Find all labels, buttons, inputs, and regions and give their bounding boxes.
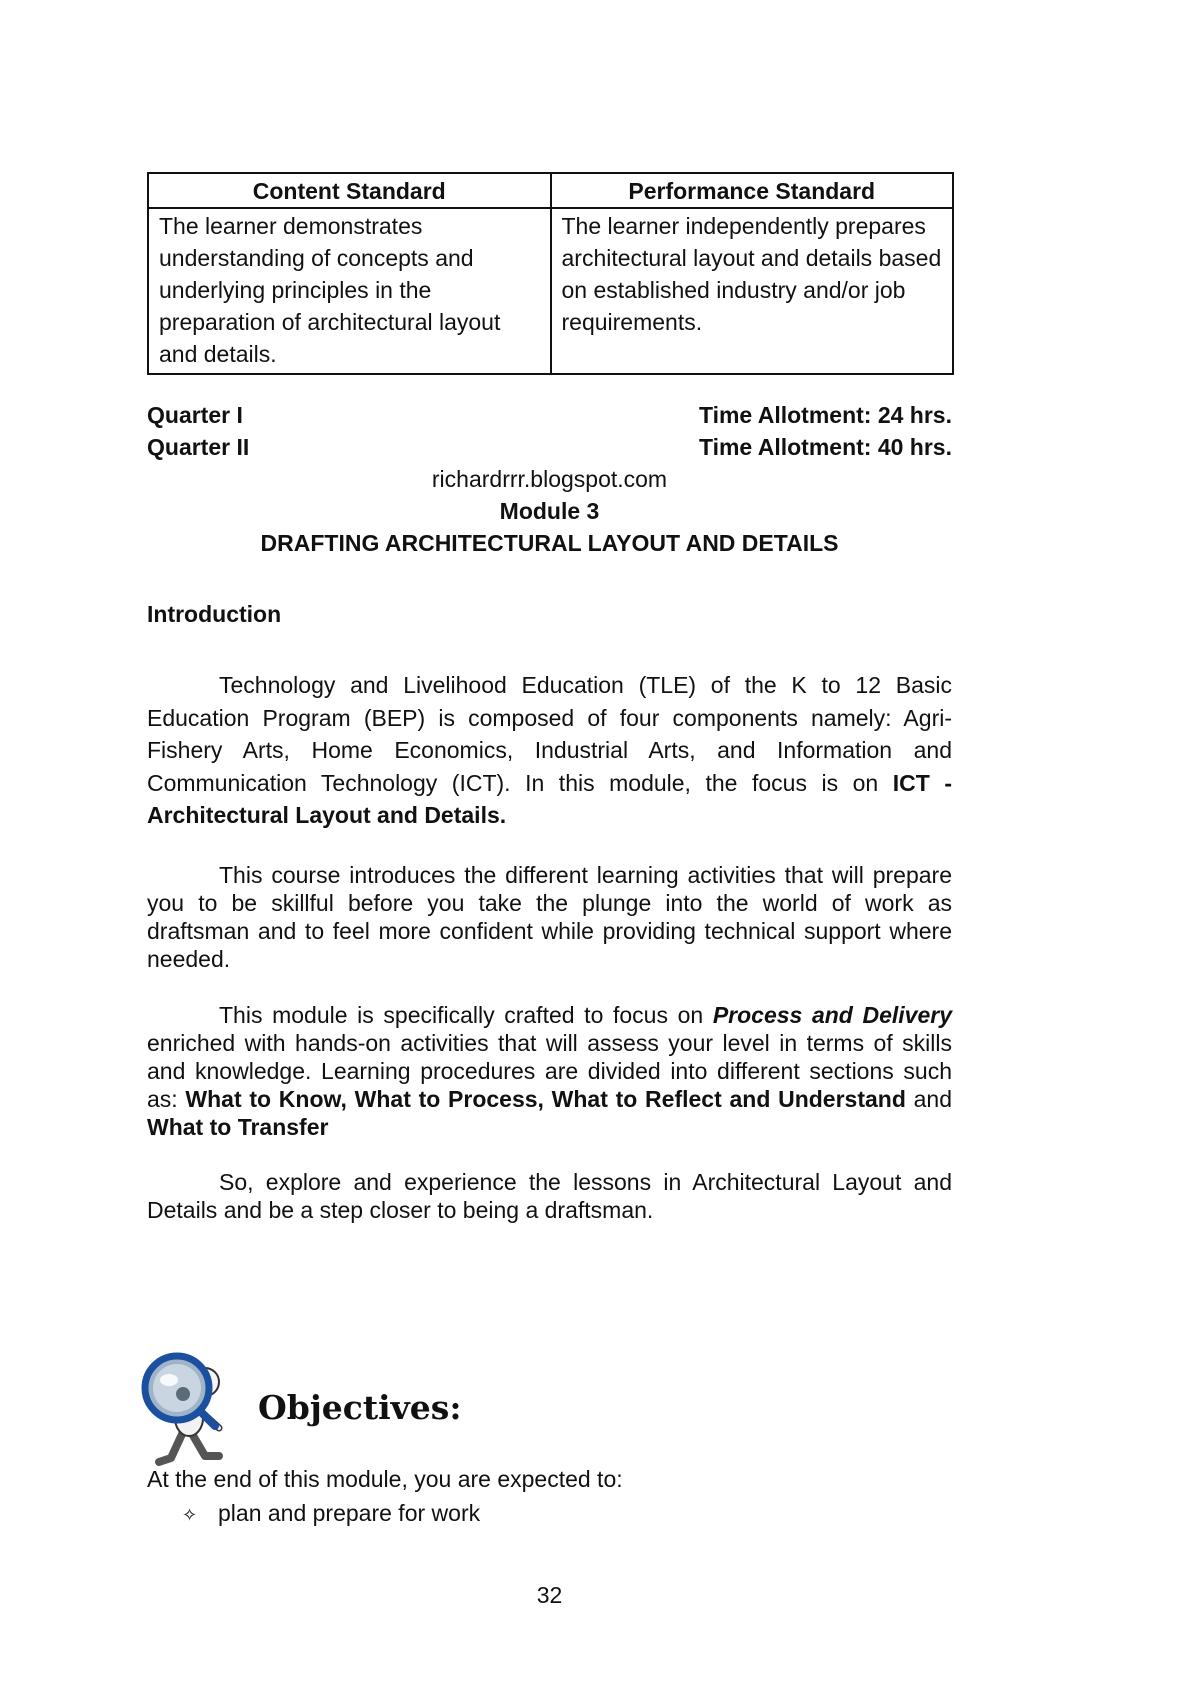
performance-standard-text: The learner independently prepares architectural layout and details based on established industry and/or job requirements.: [551, 208, 954, 374]
objectives-lead: At the end of this module, you are expected to:: [147, 1466, 623, 1492]
time-allotment: Time Allotment: 40 hrs.: [698, 434, 952, 460]
objective-item: [182, 1500, 480, 1527]
intro-p3-bold: What to Transfer: [147, 1114, 329, 1140]
magnifier-figure-icon: [135, 1350, 245, 1470]
diamond-bullet-icon: ✧: [182, 1505, 198, 1525]
intro-paragraph-2: This course introduces the different learning activities that will prepare you to be skillful before you take the plunge into the world of work as draftsman and to feel more confident while providing technical support where needed.: [147, 862, 952, 972]
intro-paragraph-1: [147, 669, 952, 832]
intro-p3-bold: What to Know, What to Process, What to Reflect and Understand: [185, 1086, 906, 1112]
objectives-title: Objectives:: [258, 1388, 462, 1427]
quarter-row-2: [147, 434, 952, 461]
module-title: DRAFTING ARCHITECTURAL LAYOUT AND DETAILS: [260, 530, 839, 556]
website-text: richardrrr.blogspot.com: [431, 466, 668, 492]
performance-standard-header: Performance Standard: [551, 173, 954, 208]
intro-p3-text: This module is specifically crafted to focus on: [219, 1002, 713, 1028]
objective-item-text: plan and prepare for work: [218, 1500, 481, 1526]
content-standard-header: Content Standard: [148, 173, 551, 208]
intro-heading: Introduction: [147, 601, 282, 627]
time-allotment: Time Allotment: 24 hrs.: [698, 402, 952, 428]
intro-paragraph-3: [147, 1001, 952, 1141]
intro-p3-text: enriched with hands-on activities that will assess your level in terms of skills and knowledge. Learning procedures are divided into different sections such as:: [147, 1030, 952, 1112]
intro-p1-bold: ICT - Architectural Layout and Details.: [147, 769, 952, 828]
quarter-row-1: [147, 402, 952, 429]
quarter-label: Quarter II: [147, 434, 250, 460]
page-number: 32: [536, 1582, 563, 1608]
module-number: Module 3: [499, 498, 600, 524]
content-standard-text: The learner demonstrates understanding of concepts and underlying principles in the preparation of architectural layout and details.: [148, 208, 551, 374]
intro-paragraph-4: So, explore and experience the lessons in Architectural Layout and Details and be a step closer to being a draftsman.: [147, 1169, 952, 1223]
standards-table: [147, 172, 954, 375]
intro-p1-text: Technology and Livelihood Education (TLE) of the K to 12 Basic Education Program (BEP) is composed of four components namely: Agri-Fishery Arts, Home Economics, Industrial Arts, and Information and Communication Technology (ICT). In this module, the focus is on: [147, 672, 952, 796]
intro-p3-text: and: [905, 1086, 953, 1112]
quarter-label: Quarter I: [147, 402, 243, 428]
intro-p3-emphasis: Process and Delivery: [712, 1002, 952, 1028]
